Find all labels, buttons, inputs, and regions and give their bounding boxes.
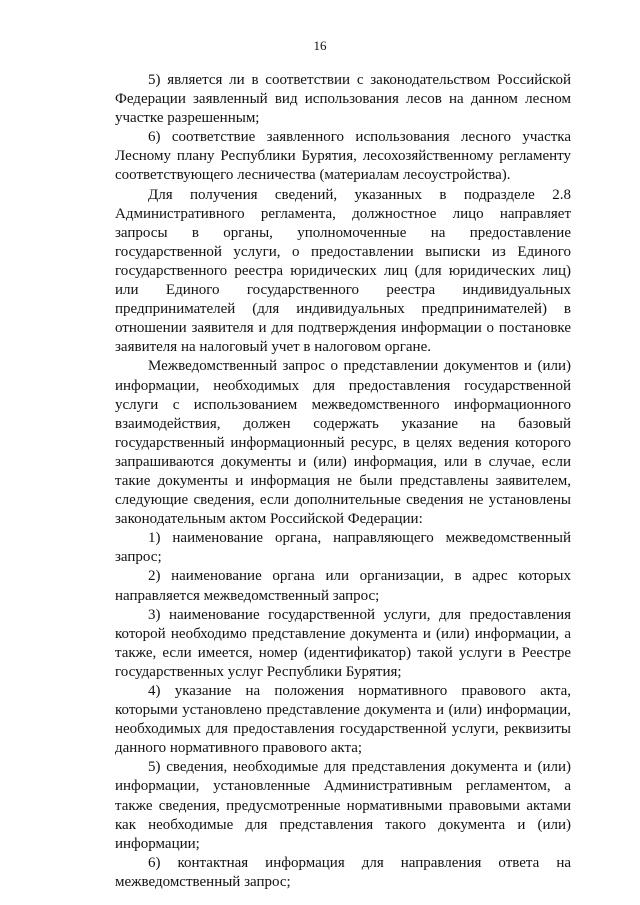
list-item-4: 4) указание на положения нормативного правового акта, которыми установлено представление документа и (или) информации, необходимых для предоставления государственной услуги, реквизиты данного нормативного правового акта;: [115, 683, 571, 757]
list-item-6: 6) контактная информация для направления ответа на межведомственный запрос;: [115, 854, 571, 890]
list-item-2: 2) наименование органа или организации, в адрес которых направляется межведомственный запрос;: [115, 568, 571, 604]
paragraph-interagency-request: Межведомственный запрос о представлении документов и (или) информации, необходимых для предоставления государственной услуги с использованием межведомственного информационного взаимодействия, должен содержать указание на базовый государственный информационный ресурс, в целях ведения которого запрашиваются документы и (или) информация, или в случае, если такие документы и информация не были представлены заявителем, следующие сведения, если дополнительные сведения не установлены законодательным актом Российской Федерации:: [115, 358, 571, 528]
page-number: 16: [313, 38, 327, 53]
document-body: [115, 71, 571, 892]
paragraph-item-6: 6) соответствие заявленного использования лесного участка Лесному плану Республики Бурятия, лесохозяйственному регламенту соответствующего лесничества (материалам лесоустройства).: [115, 129, 571, 184]
list-item-3: 3) наименование государственной услуги, для предоставления которой необходимо представление документа и (или) информации, а также, если имеется, номер (идентификатор) такой услуги в Реестре государственных услуг Республики Бурятия;: [115, 606, 571, 680]
paragraph-info-request: Для получения сведений, указанных в подразделе 2.8 Административного регламента, должностное лицо направляет запросы в органы, уполномоченные на предоставление государственной услуги, о предоставлении выписки из Единого государственного реестра юридических лиц (для юридических лиц) или Единого государственного реестра индивидуальных предпринимателей (для индивидуальных предпринимателей) в отношении заявителя и для подтверждения информации о постановке заявителя на налоговый учет в налоговом органе.: [115, 186, 571, 356]
list-item-5: 5) сведения, необходимые для представления документа и (или) информации, установленные Административным регламентом, а также сведения, предусмотренные нормативными правовыми актами как необходимые для представления такого документа и (или) информации;: [115, 759, 571, 852]
list-item-1: 1) наименование органа, направляющего межведомственный запрос;: [115, 530, 571, 566]
paragraph-item-5: 5) является ли в соответствии с законодательством Российской Федерации заявленный вид использования лесов на данном лесном участке разрешенным;: [115, 72, 571, 127]
